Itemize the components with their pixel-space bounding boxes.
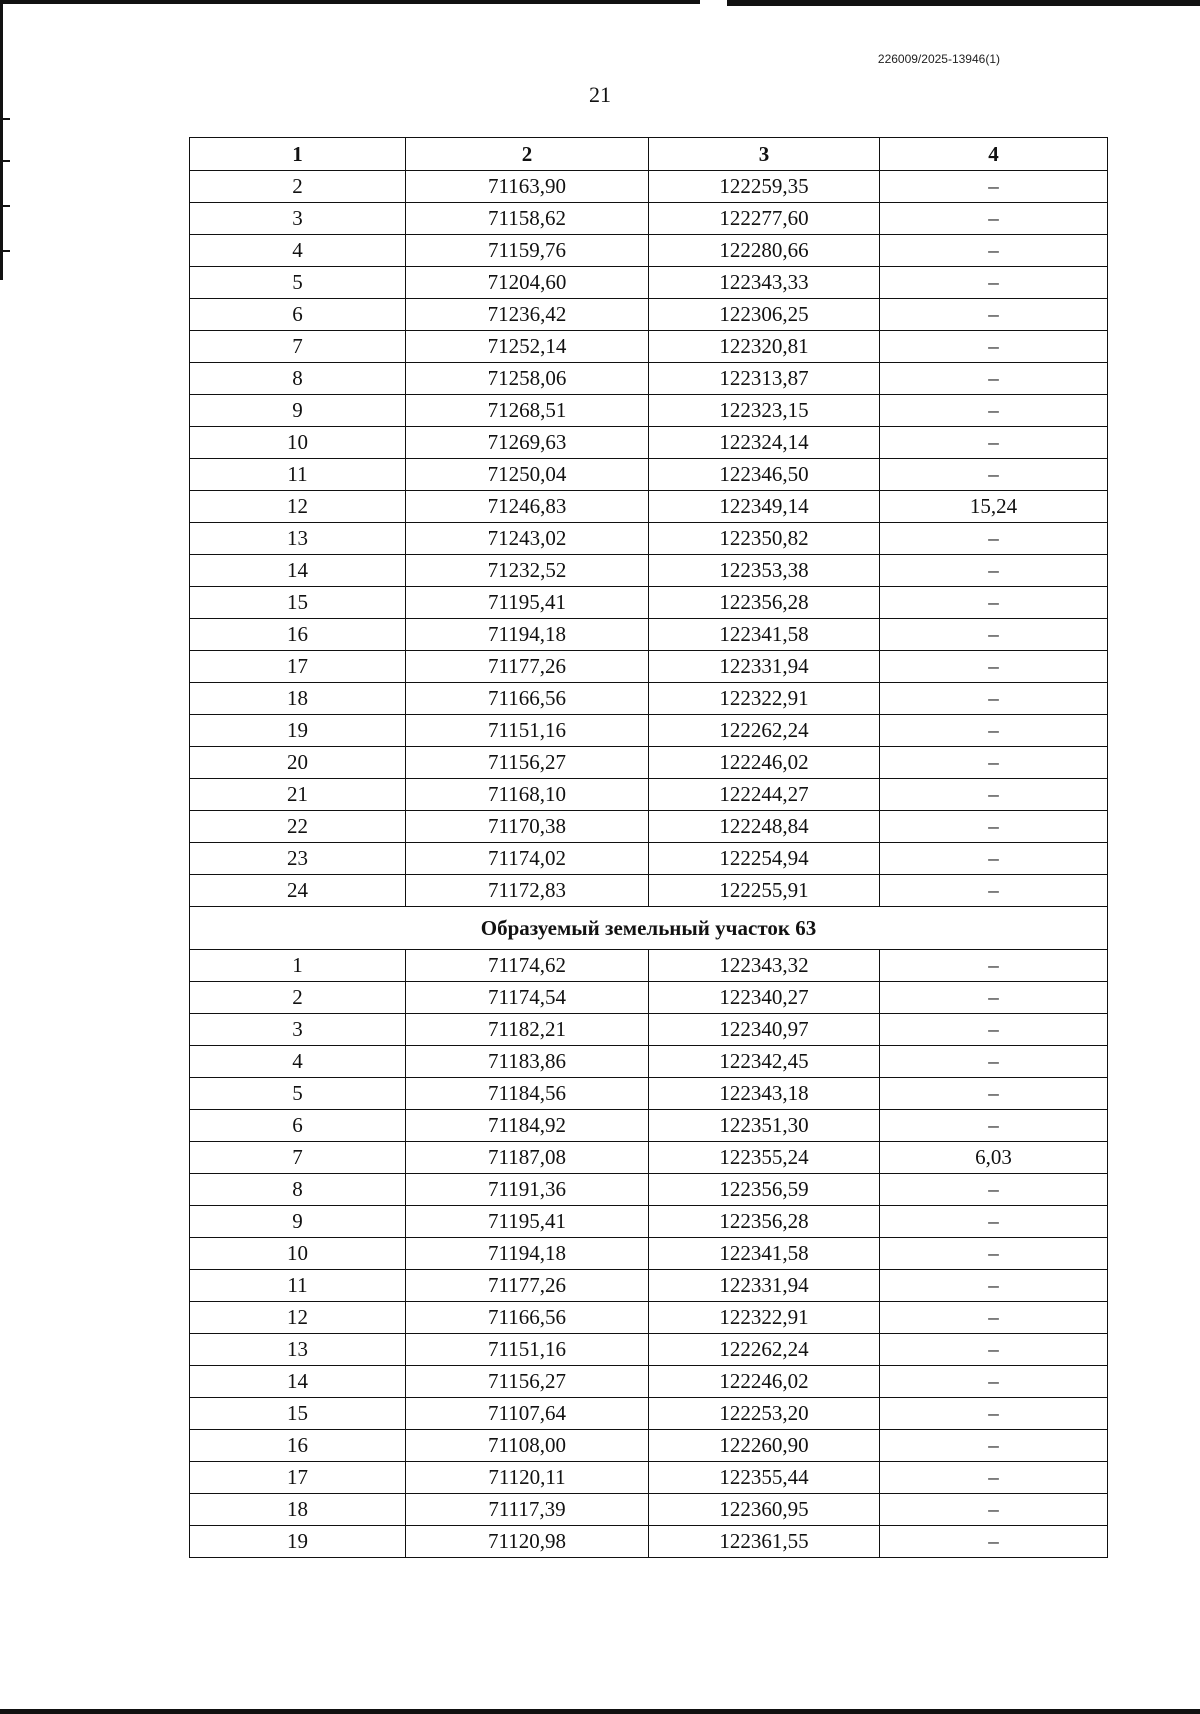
table-cell: 12: [190, 491, 406, 523]
table-row: [190, 875, 1108, 907]
table-row: [190, 427, 1108, 459]
scan-mark: [3, 160, 10, 162]
table-row: [190, 1526, 1108, 1558]
table-cell: 122361,55: [649, 1526, 880, 1558]
table-cell: 71252,14: [406, 331, 649, 363]
table-cell: 10: [190, 427, 406, 459]
table-row: [190, 1462, 1108, 1494]
table-cell: 122341,58: [649, 1238, 880, 1270]
table-cell: –: [880, 427, 1108, 459]
table-row: [190, 619, 1108, 651]
table-row: [190, 1430, 1108, 1462]
table-cell: 71120,98: [406, 1526, 649, 1558]
table-cell: –: [880, 459, 1108, 491]
table-row: [190, 1046, 1108, 1078]
table-cell: 71107,64: [406, 1398, 649, 1430]
table-cell: 71177,26: [406, 1270, 649, 1302]
table-cell: 71174,54: [406, 982, 649, 1014]
table-cell: –: [880, 747, 1108, 779]
table-cell: –: [880, 1270, 1108, 1302]
table-cell: 14: [190, 1366, 406, 1398]
table-cell: 14: [190, 555, 406, 587]
table-cell: 71195,41: [406, 1206, 649, 1238]
table-cell: 122277,60: [649, 203, 880, 235]
table-cell: 122322,91: [649, 1302, 880, 1334]
table-row: [190, 811, 1108, 843]
table-row: [190, 1110, 1108, 1142]
table-cell: 122248,84: [649, 811, 880, 843]
table-cell: 71168,10: [406, 779, 649, 811]
table-cell: –: [880, 587, 1108, 619]
table-cell: 71194,18: [406, 1238, 649, 1270]
table-cell: –: [880, 1110, 1108, 1142]
table-cell: 6: [190, 299, 406, 331]
table-cell: 122246,02: [649, 747, 880, 779]
table-cell: 71156,27: [406, 747, 649, 779]
table-cell: 71174,62: [406, 950, 649, 982]
table-cell: 21: [190, 779, 406, 811]
table-cell: 122343,32: [649, 950, 880, 982]
table-cell: 122254,94: [649, 843, 880, 875]
table-cell: –: [880, 267, 1108, 299]
table-cell: –: [880, 619, 1108, 651]
table-cell: 122342,45: [649, 1046, 880, 1078]
table-cell: 122306,25: [649, 299, 880, 331]
table-row: [190, 1142, 1108, 1174]
table-cell: 71163,90: [406, 171, 649, 203]
table-cell: 122340,97: [649, 1014, 880, 1046]
table-cell: 122355,24: [649, 1142, 880, 1174]
table-cell: 122244,27: [649, 779, 880, 811]
table-cell: –: [880, 1366, 1108, 1398]
table-cell: 16: [190, 619, 406, 651]
table-row: [190, 203, 1108, 235]
table-cell: 71243,02: [406, 523, 649, 555]
table-cell: 122356,28: [649, 587, 880, 619]
table-cell: 20: [190, 747, 406, 779]
table-cell: 71204,60: [406, 267, 649, 299]
table-cell: –: [880, 1494, 1108, 1526]
table-row: [190, 683, 1108, 715]
page-number: 21: [589, 82, 611, 107]
table-cell: 71195,41: [406, 587, 649, 619]
scan-border-bottom: [0, 1709, 1200, 1714]
table-cell: 17: [190, 651, 406, 683]
table-cell: 122331,94: [649, 651, 880, 683]
table-row: [190, 299, 1108, 331]
table-row: [190, 1302, 1108, 1334]
table-cell: 17: [190, 1462, 406, 1494]
table-row: [190, 363, 1108, 395]
table-cell: –: [880, 1302, 1108, 1334]
table-cell: 23: [190, 843, 406, 875]
table-cell: 8: [190, 363, 406, 395]
table-row: [190, 950, 1108, 982]
coordinates-table: [189, 137, 1108, 1558]
table-cell: 22: [190, 811, 406, 843]
table-cell: 71151,16: [406, 715, 649, 747]
table-row: [190, 715, 1108, 747]
table-cell: –: [880, 651, 1108, 683]
table-cell: –: [880, 875, 1108, 907]
table-cell: 122259,35: [649, 171, 880, 203]
scan-mark: [3, 250, 10, 252]
table-cell: 71246,83: [406, 491, 649, 523]
table-cell: 7: [190, 331, 406, 363]
table-cell: –: [880, 811, 1108, 843]
table-cell: 12: [190, 1302, 406, 1334]
table-cell: 122360,95: [649, 1494, 880, 1526]
table-cell: 2: [190, 982, 406, 1014]
table-cell: 15: [190, 587, 406, 619]
table-cell: 71268,51: [406, 395, 649, 427]
table-cell: 13: [190, 523, 406, 555]
table-cell: 122355,44: [649, 1462, 880, 1494]
table-cell: 11: [190, 1270, 406, 1302]
table-cell: 71194,18: [406, 619, 649, 651]
table-cell: –: [880, 715, 1108, 747]
table-cell: –: [880, 1526, 1108, 1558]
table-row: [190, 779, 1108, 811]
table-cell: –: [880, 1078, 1108, 1110]
column-header: 2: [406, 138, 649, 171]
table-cell: –: [880, 363, 1108, 395]
table-cell: –: [880, 1238, 1108, 1270]
column-header: 4: [880, 138, 1108, 171]
table-header-row: [190, 138, 1108, 171]
table-cell: 9: [190, 395, 406, 427]
table-row: [190, 651, 1108, 683]
table-cell: –: [880, 171, 1108, 203]
table-cell: 15: [190, 1398, 406, 1430]
table-cell: 122350,82: [649, 523, 880, 555]
table-cell: 18: [190, 683, 406, 715]
table-cell: 71159,76: [406, 235, 649, 267]
table-row: [190, 267, 1108, 299]
table-cell: 71172,83: [406, 875, 649, 907]
table-row: [190, 747, 1108, 779]
table-cell: –: [880, 1334, 1108, 1366]
table-cell: 71258,06: [406, 363, 649, 395]
table-cell: 122331,94: [649, 1270, 880, 1302]
table-cell: 9: [190, 1206, 406, 1238]
section-heading-row: [190, 907, 1108, 950]
scan-border-top-right: [727, 0, 1200, 6]
table-cell: –: [880, 843, 1108, 875]
table-cell: 71158,62: [406, 203, 649, 235]
table-cell: –: [880, 1046, 1108, 1078]
table-row: [190, 235, 1108, 267]
table-cell: 19: [190, 715, 406, 747]
table-cell: 122356,59: [649, 1174, 880, 1206]
table-cell: 122356,28: [649, 1206, 880, 1238]
table-cell: 122280,66: [649, 235, 880, 267]
table-cell: 122353,38: [649, 555, 880, 587]
table-cell: 71187,08: [406, 1142, 649, 1174]
table-cell: –: [880, 1206, 1108, 1238]
table-row: [190, 1206, 1108, 1238]
table-cell: 122253,20: [649, 1398, 880, 1430]
table-cell: 18: [190, 1494, 406, 1526]
scan-mark: [3, 205, 10, 207]
document-number: 226009/2025-13946(1): [877, 52, 1000, 66]
table-cell: 3: [190, 203, 406, 235]
table-cell: 122255,91: [649, 875, 880, 907]
table-cell: 122323,15: [649, 395, 880, 427]
table-cell: 71174,02: [406, 843, 649, 875]
table-cell: 122324,14: [649, 427, 880, 459]
table-cell: 122343,18: [649, 1078, 880, 1110]
table-cell: 122322,91: [649, 683, 880, 715]
table-cell: 8: [190, 1174, 406, 1206]
table-row: [190, 1270, 1108, 1302]
table-cell: 5: [190, 1078, 406, 1110]
table-row: [190, 331, 1108, 363]
table-cell: –: [880, 331, 1108, 363]
table-cell: –: [880, 982, 1108, 1014]
table-cell: –: [880, 683, 1108, 715]
table-row: [190, 523, 1108, 555]
table-cell: 71236,42: [406, 299, 649, 331]
table-cell: 122351,30: [649, 1110, 880, 1142]
table-cell: 3: [190, 1014, 406, 1046]
table-cell: 71151,16: [406, 1334, 649, 1366]
table-row: [190, 1078, 1108, 1110]
table-cell: 71170,38: [406, 811, 649, 843]
table-row: [190, 587, 1108, 619]
table-cell: 5: [190, 267, 406, 299]
scan-border-left: [0, 0, 3, 280]
section-title: Образуемый земельный участок 63: [190, 907, 1108, 950]
table-cell: –: [880, 1398, 1108, 1430]
table-cell: –: [880, 299, 1108, 331]
table-cell: –: [880, 950, 1108, 982]
table-cell: 71269,63: [406, 427, 649, 459]
table-cell: –: [880, 555, 1108, 587]
table-cell: 19: [190, 1526, 406, 1558]
table-cell: 122260,90: [649, 1430, 880, 1462]
table-body-part2: [190, 950, 1108, 1558]
table-cell: 71183,86: [406, 1046, 649, 1078]
table-cell: 71182,21: [406, 1014, 649, 1046]
column-header: 3: [649, 138, 880, 171]
table-cell: 71120,11: [406, 1462, 649, 1494]
table-cell: 122340,27: [649, 982, 880, 1014]
table-row: [190, 1494, 1108, 1526]
table-cell: 122262,24: [649, 1334, 880, 1366]
table-row: [190, 1014, 1108, 1046]
table-cell: 2: [190, 171, 406, 203]
table-cell: 122246,02: [649, 1366, 880, 1398]
table-cell: 71250,04: [406, 459, 649, 491]
table-cell: 122313,87: [649, 363, 880, 395]
table-cell: 122343,33: [649, 267, 880, 299]
table-row: [190, 555, 1108, 587]
table-cell: 71184,92: [406, 1110, 649, 1142]
table-row: [190, 395, 1108, 427]
table-cell: 4: [190, 235, 406, 267]
table-cell: 7: [190, 1142, 406, 1174]
table-cell: –: [880, 1462, 1108, 1494]
table-cell: 13: [190, 1334, 406, 1366]
table-cell: –: [880, 523, 1108, 555]
scan-mark: [3, 118, 10, 120]
scan-border-top-left: [0, 0, 700, 4]
table-row: [190, 1174, 1108, 1206]
table-cell: 122320,81: [649, 331, 880, 363]
table-cell: 122341,58: [649, 619, 880, 651]
section-heading-group: [190, 907, 1108, 950]
table-cell: 122262,24: [649, 715, 880, 747]
table-cell: –: [880, 779, 1108, 811]
table-cell: –: [880, 203, 1108, 235]
table-row: [190, 982, 1108, 1014]
table-cell: 71177,26: [406, 651, 649, 683]
table-cell: 6,03: [880, 1142, 1108, 1174]
table-cell: 71232,52: [406, 555, 649, 587]
table-row: [190, 491, 1108, 523]
table-cell: 71191,36: [406, 1174, 649, 1206]
table-cell: 16: [190, 1430, 406, 1462]
table-row: [190, 1238, 1108, 1270]
table-cell: 71166,56: [406, 1302, 649, 1334]
table-cell: 71117,39: [406, 1494, 649, 1526]
table-row: [190, 1366, 1108, 1398]
table-cell: 6: [190, 1110, 406, 1142]
table-cell: 10: [190, 1238, 406, 1270]
table-cell: 1: [190, 950, 406, 982]
table-cell: –: [880, 1174, 1108, 1206]
table-row: [190, 1334, 1108, 1366]
table-cell: 71156,27: [406, 1366, 649, 1398]
table-cell: –: [880, 1014, 1108, 1046]
table-cell: 122349,14: [649, 491, 880, 523]
table-cell: 71108,00: [406, 1430, 649, 1462]
table-cell: 71184,56: [406, 1078, 649, 1110]
table-cell: 11: [190, 459, 406, 491]
column-header: 1: [190, 138, 406, 171]
table-cell: 15,24: [880, 491, 1108, 523]
table-row: [190, 843, 1108, 875]
table-cell: –: [880, 395, 1108, 427]
table-row: [190, 459, 1108, 491]
table-cell: –: [880, 1430, 1108, 1462]
table-cell: 4: [190, 1046, 406, 1078]
table-cell: 24: [190, 875, 406, 907]
table-row: [190, 1398, 1108, 1430]
table-cell: 71166,56: [406, 683, 649, 715]
table-cell: 122346,50: [649, 459, 880, 491]
table-body-part1: [190, 171, 1108, 907]
table-row: [190, 171, 1108, 203]
table-cell: –: [880, 235, 1108, 267]
